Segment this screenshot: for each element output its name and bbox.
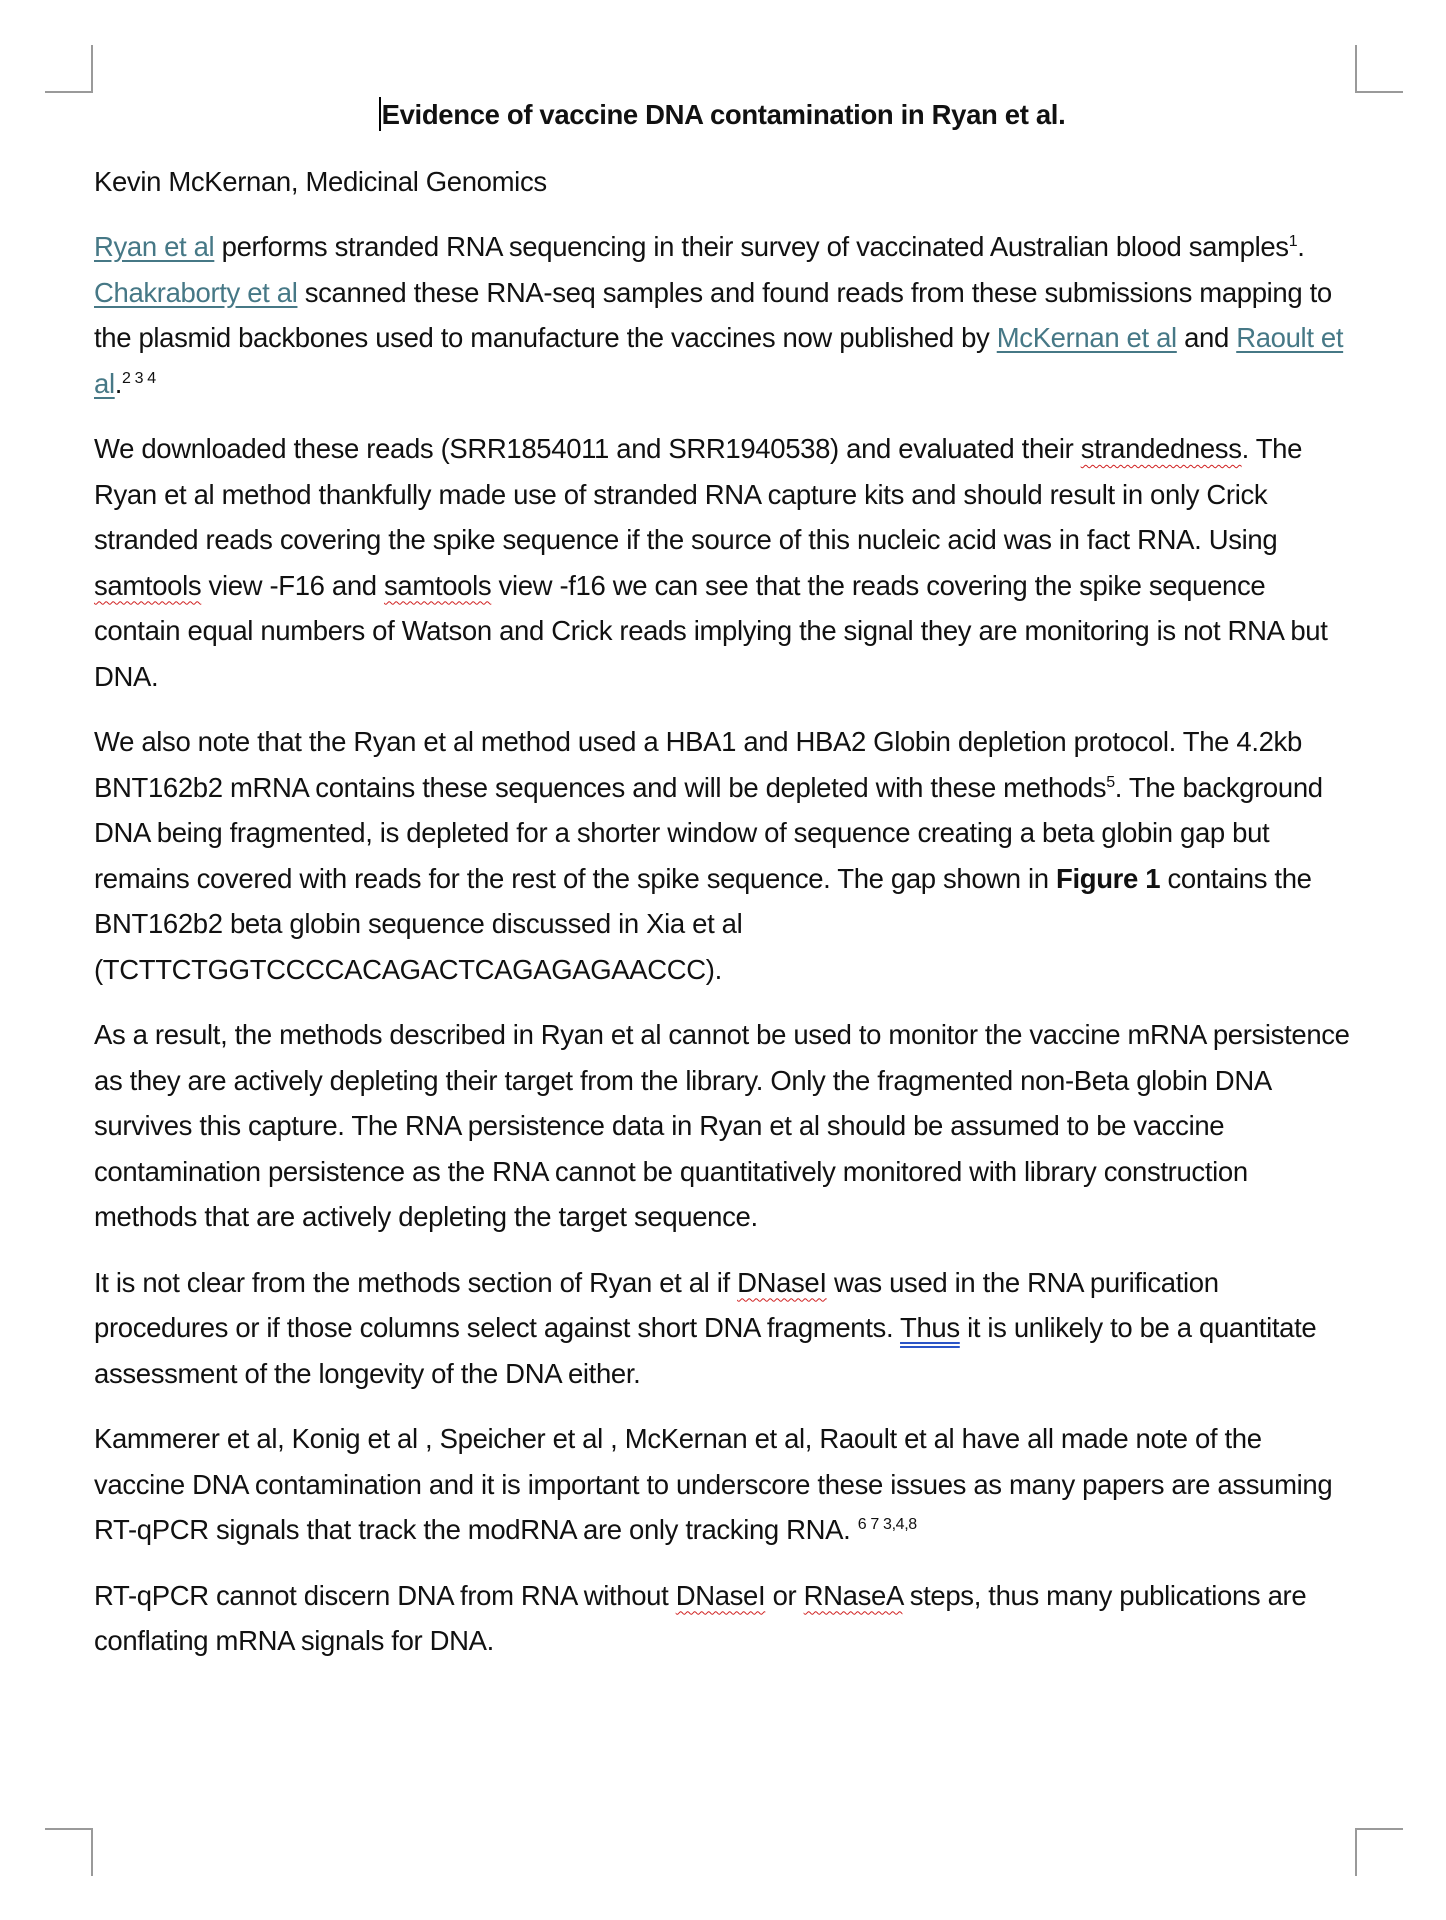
link-chakraborty-et-al[interactable]: Chakraborty et al: [94, 276, 298, 308]
paragraph-5: [94, 1260, 1350, 1397]
paragraph-3: [94, 719, 1350, 992]
spelling-flag[interactable]: strandedness: [1080, 433, 1242, 464]
spelling-flag[interactable]: samtools: [384, 569, 492, 601]
page-corner-mark-top-right: [1355, 45, 1403, 93]
text-cursor: [379, 97, 381, 131]
link-ryan-et-al[interactable]: Ryan et al: [94, 231, 215, 262]
text: . The background DNA being fragmented, is depleted for a shorter window of sequence creating a beta globin gap but remains covered with reads for the rest of the spike sequence. The gap shown in: [94, 771, 1323, 894]
paragraph-2: [94, 426, 1350, 699]
text: or: [765, 1579, 804, 1611]
text: .: [1297, 231, 1305, 262]
text: .: [114, 367, 123, 399]
text: We also note that the Ryan et al method used a HBA1 and HBA2 Globin depletion protocol. The 4.2kb BNT162b2 mRNA contains these sequences and will be depleted with these methods: [94, 726, 1302, 803]
page-corner-mark-bottom-left: [45, 1828, 93, 1876]
text: It is not clear from the methods section of Ryan et al if: [94, 1266, 738, 1298]
footnote-ref[interactable]: 5: [1106, 773, 1115, 791]
document-title: [94, 92, 1350, 138]
text: scanned these RNA-seq samples and found reads from these submissions mapping to the plasmid backbones used to manufacture the vaccines now published by: [94, 276, 1332, 353]
page-corner-mark-top-left: [45, 45, 93, 93]
author-line: Kevin McKernan, Medicinal Genomics: [94, 165, 547, 197]
text: performs stranded RNA sequencing in their survey of vaccinated Australian blood samples: [214, 231, 1289, 262]
text: was used in the RNA purification procedures or if those columns select against short DNA fragments.: [94, 1266, 1219, 1343]
text: view -f16 we can see that the reads covering the spike sequence contain equal numbers of Watson and Crick reads implying the signal they are monitoring is not RNA but DNA.: [94, 569, 1328, 692]
text: Kammerer et al, Konig et al , Speicher et al , McKernan et al, Raoult et al have all made note of the vaccine DNA contamination and it is important to underscore these issues as many papers are assuming RT-qPCR signals that track the modRNA are only tracking RNA.: [94, 1423, 1333, 1545]
text: We downloaded these reads (SRR1854011 and SRR1940538) and evaluated their: [94, 433, 1081, 464]
footnote-ref[interactable]: 1: [1288, 233, 1298, 250]
grammar-flag[interactable]: Thus: [900, 1312, 960, 1343]
title-text: Evidence of vaccine DNA contamination in Ryan et al.: [381, 99, 1066, 130]
spelling-flag[interactable]: DNaseI: [737, 1266, 827, 1298]
paragraph-1: [94, 224, 1350, 406]
figure-reference: Figure 1: [1056, 862, 1161, 894]
spelling-flag[interactable]: DNaseI: [675, 1579, 766, 1611]
text: steps, thus many publications are conflating mRNA signals for DNA.: [94, 1579, 1307, 1656]
text: it is unlikely to be a quantitate assessment of the longevity of the DNA either.: [94, 1312, 1317, 1389]
footnote-ref[interactable]: 6 7 3,4,8: [857, 1516, 917, 1533]
document-page[interactable]: [94, 92, 1350, 1684]
link-raoult-et-al[interactable]: Raoult et al: [94, 322, 1344, 399]
link-mckernan-et-al[interactable]: McKernan et al: [996, 322, 1177, 353]
text: RT-qPCR cannot discern DNA from RNA without: [94, 1579, 676, 1611]
text: and: [1176, 322, 1237, 353]
spelling-flag[interactable]: samtools: [94, 569, 202, 601]
paragraph-4: As a result, the methods described in Ryan et al cannot be used to monitor the vaccine mRNA persistence as they are actively depleting their target from the library. Only the fragmented non-Beta globin DNA survives this capture. The RNA persistence data in Ryan et al should be assumed to be vaccine contamination persistence as the RNA cannot be quantitatively monitored with library construction methods that are actively depleting the target sequence.: [94, 1019, 1350, 1232]
spelling-flag[interactable]: RNaseA: [803, 1579, 903, 1611]
footnote-ref[interactable]: 2 3 4: [122, 369, 156, 387]
text: contains the BNT162b2 beta globin sequence discussed in Xia et al (TCTTCTGGTCCCCACAGACTCAGAGAGAACCC).: [94, 862, 1312, 985]
text: view -F16 and: [201, 569, 385, 601]
paragraph-6: [94, 1416, 1350, 1553]
paragraph-7: [94, 1573, 1350, 1664]
text: . The Ryan et al method thankfully made use of stranded RNA capture kits and should result in only Crick stranded reads covering the spike sequence if the source of this nucleic acid was in fact RNA. Using: [94, 433, 1303, 555]
page-corner-mark-bottom-right: [1355, 1828, 1403, 1876]
